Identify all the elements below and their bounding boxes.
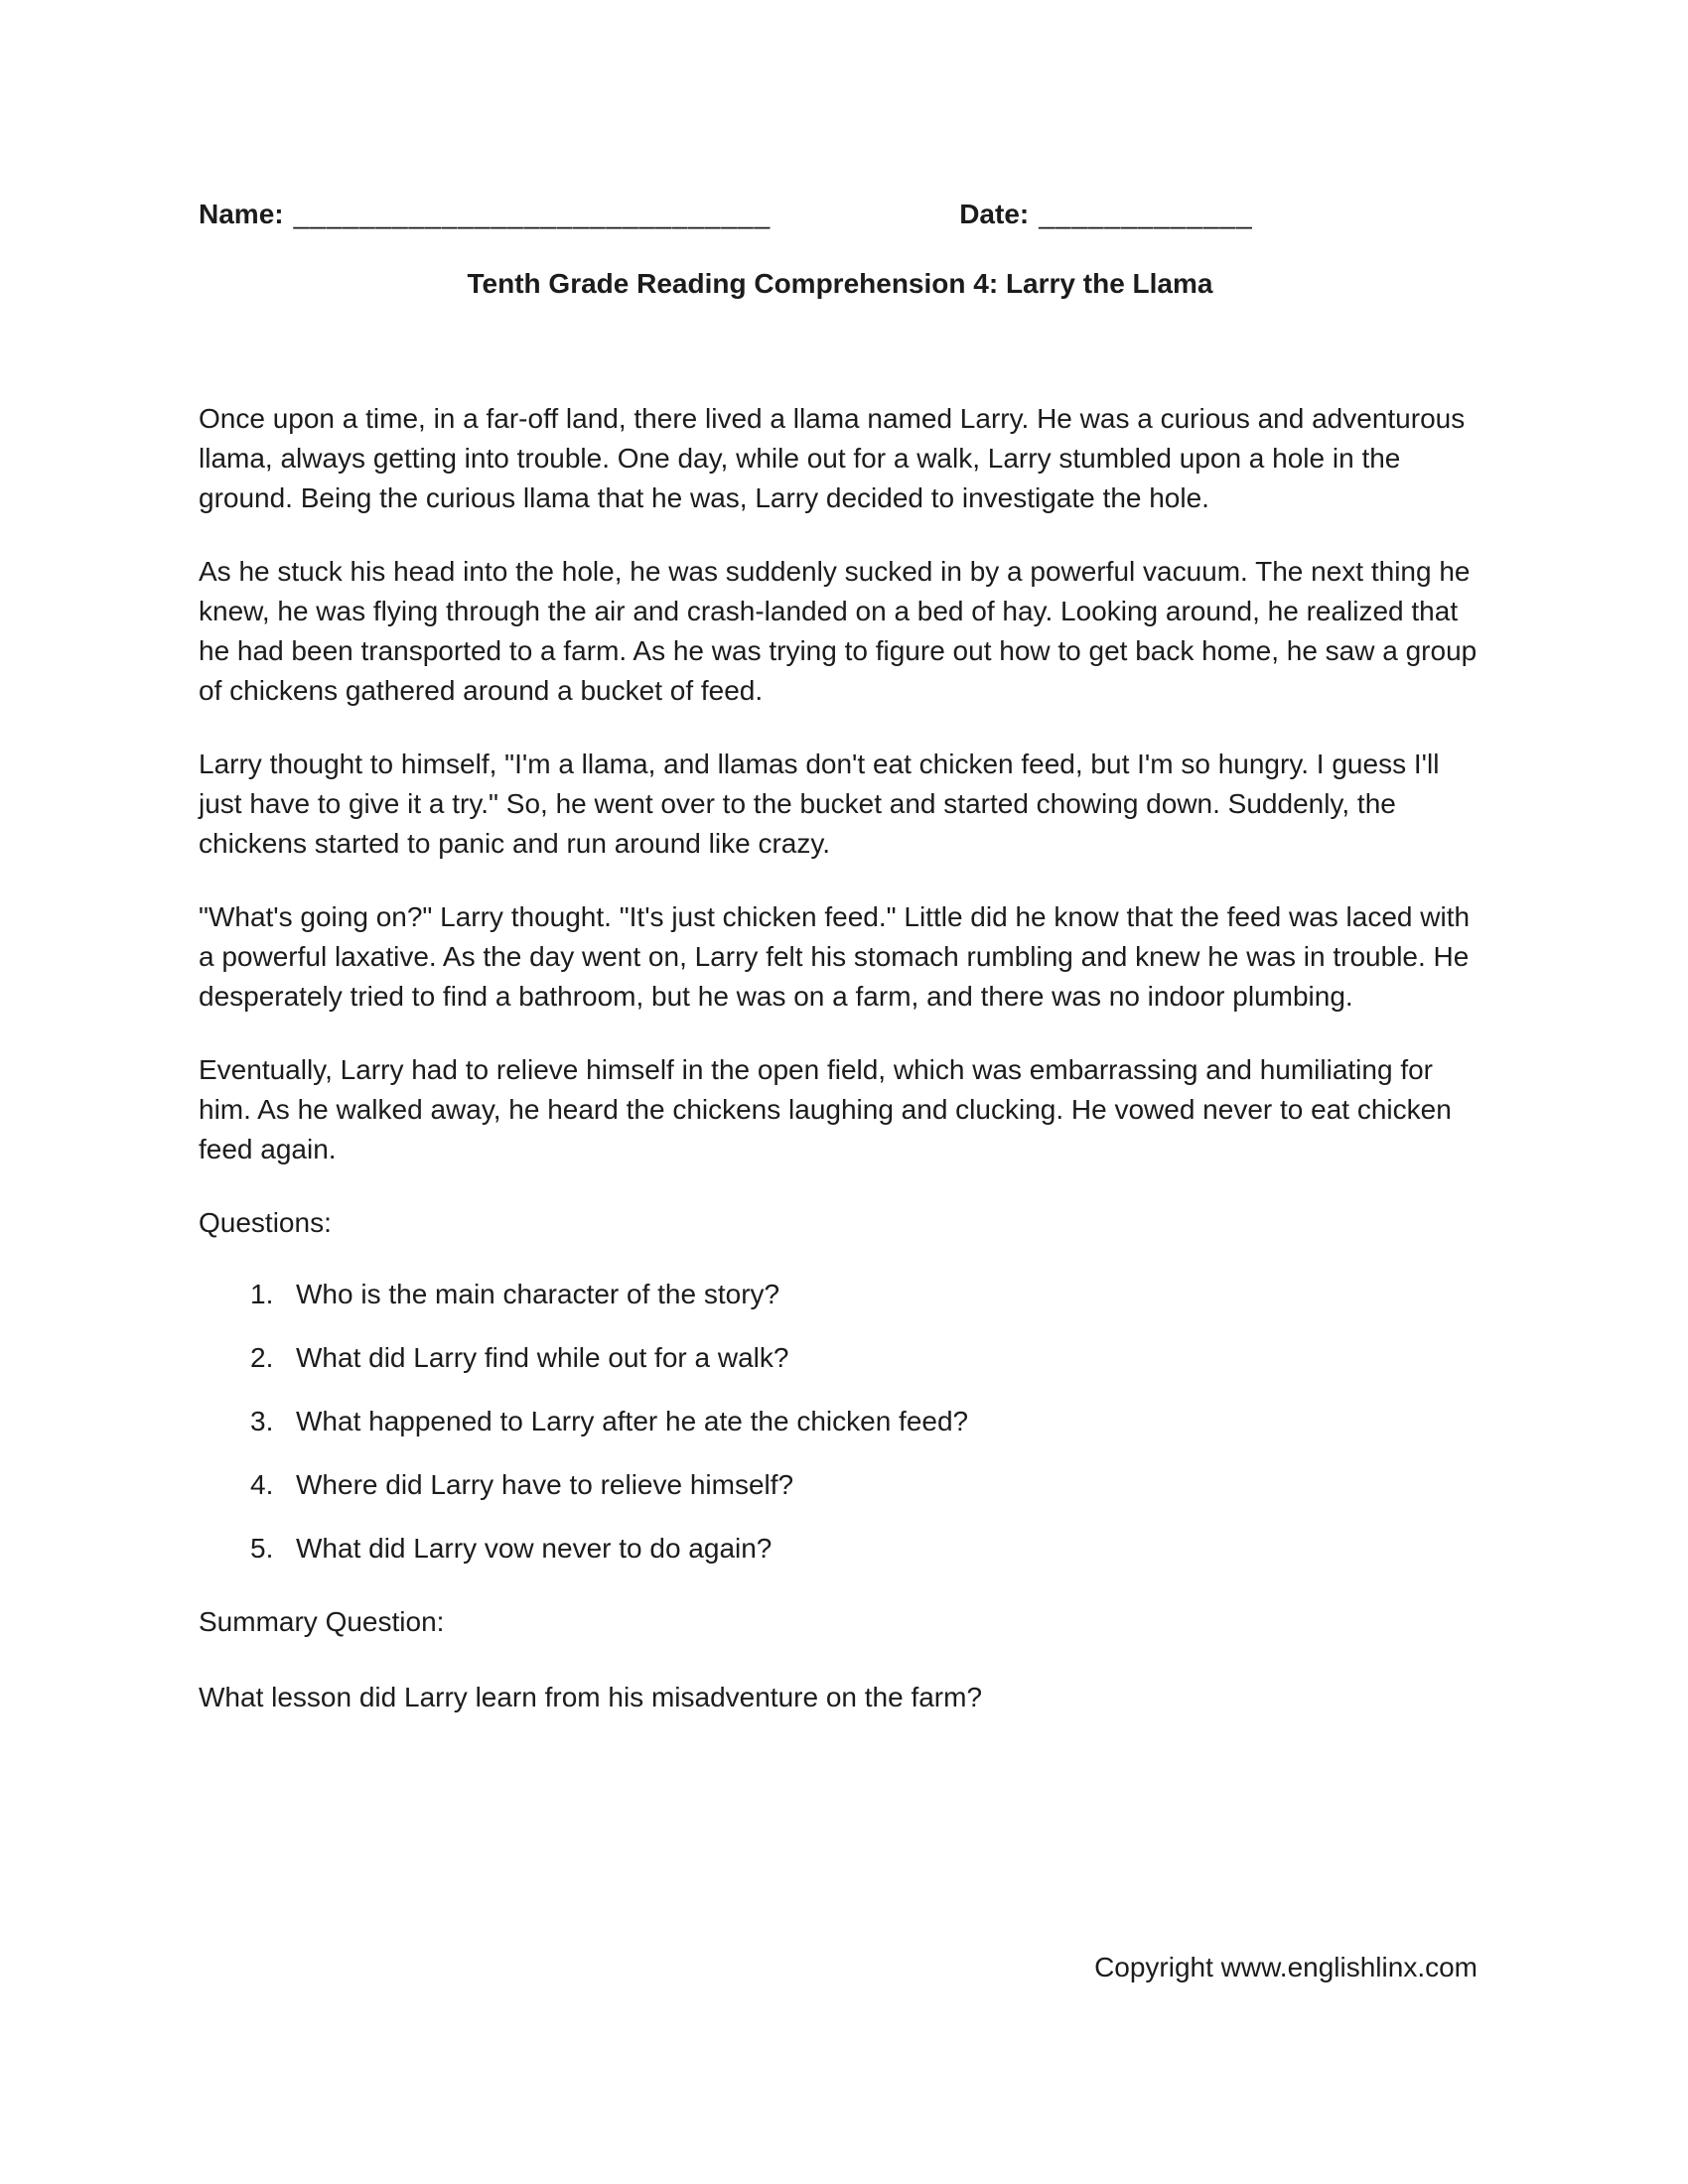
question-item [199, 1465, 1481, 1505]
name-blank-line: _____________________________ [293, 199, 772, 229]
question-text: What happened to Larry after he ate the chicken feed? [296, 1406, 969, 1436]
question-text: What did Larry vow never to do again? [296, 1533, 773, 1564]
story-paragraph-5: Eventually, Larry had to relieve himself in the open field, which was embarrassing and humiliating for him. As he walked away, he heard the chickens laughing and clucking. He vowed never to eat chicken feed again. [199, 1054, 1452, 1164]
question-item [199, 1529, 1481, 1569]
question-text: Where did Larry have to relieve himself? [296, 1469, 794, 1500]
summary-question-label: Summary Question: [199, 1606, 445, 1637]
copyright-notice: Copyright www.englishlinx.com [1094, 1952, 1477, 1982]
worksheet-title: Tenth Grade Reading Comprehension 4: Larry the Llama [467, 268, 1213, 299]
story-paragraph-3: Larry thought to himself, "I'm a llama, and llamas don't eat chicken feed, but I'm so hungry. I guess I'll just have to give it a try." So, he went over to the bucket and started chowing down. Suddenly, the chickens started to panic and run around like crazy. [199, 749, 1440, 859]
date-blank-line: _____________ [1039, 199, 1253, 229]
question-text: Who is the main character of the story? [296, 1279, 780, 1309]
date-label: Date: [959, 199, 1030, 229]
name-label: Name: [199, 199, 284, 229]
questions-list [199, 1275, 1481, 1569]
question-item [199, 1275, 1481, 1314]
question-item [199, 1402, 1481, 1441]
question-number: 1. [250, 1279, 274, 1309]
story-paragraph-1: Once upon a time, in a far-off land, there lived a llama named Larry. He was a curious and adventurous llama, always getting into trouble. One day, while out for a walk, Larry stumbled upon a hole in the ground. Being the curious llama that he was, Larry decided to investigate the hole. [199, 403, 1466, 513]
story-passage [199, 399, 1481, 1169]
name-date-row [199, 195, 1481, 234]
question-number: 4. [250, 1469, 274, 1500]
question-text: What did Larry find while out for a walk? [296, 1342, 789, 1373]
summary-question-text: What lesson did Larry learn from his misadventure on the farm? [199, 1682, 983, 1712]
question-item [199, 1338, 1481, 1378]
story-paragraph-2: As he stuck his head into the hole, he was suddenly sucked in by a powerful vacuum. The next thing he knew, he was flying through the air and crash-landed on a bed of hay. Looking around, he realized that he had been transported to a farm. As he was trying to figure out how to get back home, he saw a group of chickens gathered around a bucket of feed. [199, 556, 1477, 706]
question-number: 3. [250, 1406, 274, 1436]
questions-label: Questions: [199, 1207, 332, 1238]
story-paragraph-4: "What's going on?" Larry thought. "It's just chicken feed." Little did he know that the feed was laced with a powerful laxative. As the day went on, Larry felt his stomach rumbling and knew he was in trouble. He desperately tried to find a bathroom, but he was on a farm, and there was no indoor plumbing. [199, 901, 1471, 1012]
question-number: 2. [250, 1342, 274, 1373]
question-number: 5. [250, 1533, 274, 1564]
